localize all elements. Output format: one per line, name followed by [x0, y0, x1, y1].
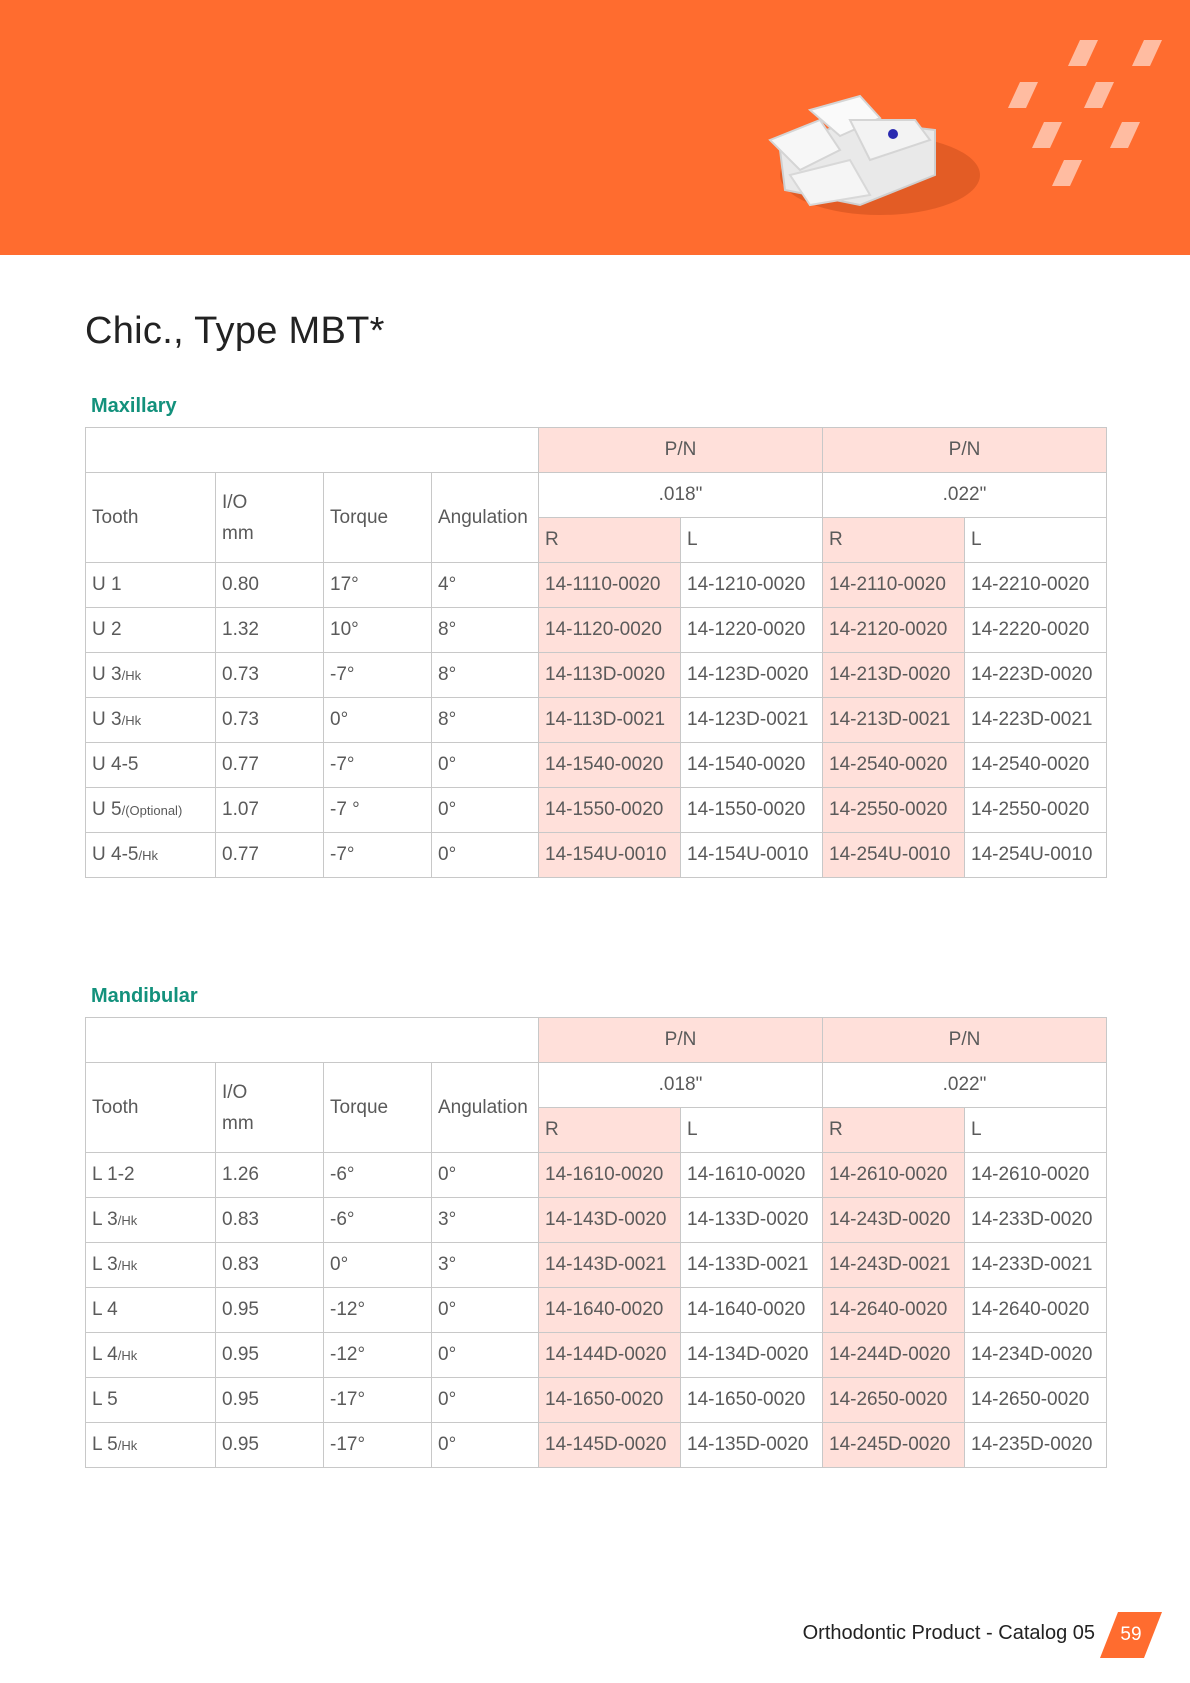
cell-tooth	[86, 1153, 216, 1198]
cell-tooth	[86, 833, 216, 878]
maxillary-table	[85, 427, 1107, 878]
header-pn-018: P/N	[539, 428, 823, 473]
header-r-022: R	[823, 518, 965, 563]
cell-torque: 10°	[324, 608, 432, 653]
header-blank-cell	[86, 428, 539, 473]
mandibular-table	[85, 1017, 1107, 1468]
cell-io: 1.32	[216, 608, 324, 653]
cell-tooth	[86, 1288, 216, 1333]
table-row	[86, 788, 1107, 833]
tooth-label: L 5	[92, 1434, 118, 1455]
cell-tooth	[86, 1333, 216, 1378]
table-row	[86, 833, 1107, 878]
tooth-label: U 1	[92, 574, 122, 595]
header-l-022: L	[965, 1108, 1107, 1153]
cell-l018: 14-123D-0020	[681, 653, 823, 698]
footer-catalog-label: Orthodontic Product - Catalog 05	[802, 1622, 1095, 1644]
cell-l022: 14-254U-0010	[965, 833, 1107, 878]
cell-angulation: 0°	[432, 1378, 539, 1423]
cell-torque: -12°	[324, 1288, 432, 1333]
cell-io: 0.83	[216, 1198, 324, 1243]
header-pn-022: P/N	[823, 1018, 1107, 1063]
cell-l018: 14-1550-0020	[681, 788, 823, 833]
cell-tooth	[86, 1423, 216, 1468]
cell-io: 0.77	[216, 743, 324, 788]
tooth-label: L 3	[92, 1209, 118, 1230]
header-l-018: L	[681, 518, 823, 563]
cell-l018: 14-135D-0020	[681, 1423, 823, 1468]
cell-r018: 14-113D-0021	[539, 698, 681, 743]
cell-torque: -7°	[324, 833, 432, 878]
table-row	[86, 608, 1107, 653]
cell-l022: 14-2220-0020	[965, 608, 1107, 653]
cell-tooth	[86, 608, 216, 653]
cell-r022: 14-2550-0020	[823, 788, 965, 833]
header-pn-018: P/N	[539, 1018, 823, 1063]
table-row	[86, 653, 1107, 698]
tooth-suffix: /Hk	[117, 1438, 138, 1453]
cell-r018: 14-1650-0020	[539, 1378, 681, 1423]
cell-tooth	[86, 653, 216, 698]
cell-r022: 14-2640-0020	[823, 1288, 965, 1333]
tooth-suffix: /Hk	[121, 713, 142, 728]
table-row	[86, 698, 1107, 743]
table-row	[86, 1153, 1107, 1198]
header-size-018: .018"	[539, 1063, 823, 1108]
table-row	[86, 1378, 1107, 1423]
section-title-mandibular: Mandibular	[91, 985, 198, 1007]
cell-io: 0.95	[216, 1378, 324, 1423]
cell-tooth	[86, 698, 216, 743]
header-io-line1: I/O	[222, 1081, 248, 1103]
header-size-022: .022"	[823, 473, 1107, 518]
table-row	[86, 563, 1107, 608]
cell-tooth	[86, 1378, 216, 1423]
cell-torque: -7 °	[324, 788, 432, 833]
header-torque: Torque	[324, 473, 432, 563]
cell-r022: 14-254U-0010	[823, 833, 965, 878]
cell-l022: 14-233D-0021	[965, 1243, 1107, 1288]
cell-r018: 14-143D-0020	[539, 1198, 681, 1243]
cell-angulation: 8°	[432, 653, 539, 698]
header-torque: Torque	[324, 1063, 432, 1153]
cell-l022: 14-223D-0020	[965, 653, 1107, 698]
cell-r022: 14-213D-0021	[823, 698, 965, 743]
table-row	[86, 1198, 1107, 1243]
tooth-label: L 5	[92, 1389, 118, 1410]
cell-r022: 14-2110-0020	[823, 563, 965, 608]
cell-io: 0.95	[216, 1288, 324, 1333]
cell-r018: 14-1540-0020	[539, 743, 681, 788]
cell-angulation: 8°	[432, 698, 539, 743]
page-number: 59	[1120, 1624, 1142, 1645]
cell-l022: 14-235D-0020	[965, 1423, 1107, 1468]
cell-torque: -12°	[324, 1333, 432, 1378]
cell-r018: 14-1640-0020	[539, 1288, 681, 1333]
cell-r018: 14-113D-0020	[539, 653, 681, 698]
cell-torque: 17°	[324, 563, 432, 608]
cell-torque: -7°	[324, 743, 432, 788]
cell-r022: 14-245D-0020	[823, 1423, 965, 1468]
header-r-018: R	[539, 1108, 681, 1153]
cell-io: 0.73	[216, 653, 324, 698]
header-io	[216, 1063, 324, 1153]
cell-angulation: 0°	[432, 1288, 539, 1333]
cell-tooth	[86, 788, 216, 833]
cell-l022: 14-2550-0020	[965, 788, 1107, 833]
cell-l022: 14-2650-0020	[965, 1378, 1107, 1423]
cell-angulation: 8°	[432, 608, 539, 653]
tooth-label: L 4	[92, 1299, 118, 1320]
stripe-pattern-icon	[1008, 40, 1162, 186]
cell-l022: 14-2210-0020	[965, 563, 1107, 608]
cell-l022: 14-233D-0020	[965, 1198, 1107, 1243]
header-size-018: .018"	[539, 473, 823, 518]
cell-r022: 14-244D-0020	[823, 1333, 965, 1378]
header-io-line2: mm	[222, 1112, 254, 1134]
header-angulation: Angulation	[432, 1063, 539, 1153]
header-l-022: L	[965, 518, 1107, 563]
cell-tooth	[86, 743, 216, 788]
header-size-022: .022"	[823, 1063, 1107, 1108]
cell-l018: 14-1610-0020	[681, 1153, 823, 1198]
cell-r022: 14-2610-0020	[823, 1153, 965, 1198]
tooth-label: L 1-2	[92, 1164, 135, 1185]
cell-r022: 14-2540-0020	[823, 743, 965, 788]
cell-r018: 14-154U-0010	[539, 833, 681, 878]
header-pn-022: P/N	[823, 428, 1107, 473]
tooth-suffix: /Hk	[117, 1213, 138, 1228]
cell-r018: 14-1610-0020	[539, 1153, 681, 1198]
cell-r018: 14-145D-0020	[539, 1423, 681, 1468]
cell-angulation: 3°	[432, 1243, 539, 1288]
header-tooth: Tooth	[86, 473, 216, 563]
cell-io: 1.26	[216, 1153, 324, 1198]
cell-l022: 14-2540-0020	[965, 743, 1107, 788]
cell-tooth	[86, 1243, 216, 1288]
cell-angulation: 3°	[432, 1198, 539, 1243]
table-row	[86, 1243, 1107, 1288]
page-title: Chic., Type MBT*	[85, 310, 385, 352]
cell-angulation: 0°	[432, 1423, 539, 1468]
cell-torque: 0°	[324, 1243, 432, 1288]
cell-angulation: 4°	[432, 563, 539, 608]
cell-tooth	[86, 563, 216, 608]
cell-l018: 14-134D-0020	[681, 1333, 823, 1378]
tooth-suffix: /Hk	[121, 668, 142, 683]
header-r-018: R	[539, 518, 681, 563]
cell-l022: 14-2640-0020	[965, 1288, 1107, 1333]
cell-io: 1.07	[216, 788, 324, 833]
cell-l018: 14-123D-0021	[681, 698, 823, 743]
cell-r022: 14-213D-0020	[823, 653, 965, 698]
cell-io: 0.77	[216, 833, 324, 878]
cell-l018: 14-133D-0021	[681, 1243, 823, 1288]
cell-r018: 14-1550-0020	[539, 788, 681, 833]
table-row	[86, 1288, 1107, 1333]
cell-r018: 14-143D-0021	[539, 1243, 681, 1288]
cell-l022: 14-223D-0021	[965, 698, 1107, 743]
cell-torque: -6°	[324, 1153, 432, 1198]
cell-io: 0.83	[216, 1243, 324, 1288]
cell-torque: -6°	[324, 1198, 432, 1243]
cell-r018: 14-1110-0020	[539, 563, 681, 608]
cell-l018: 14-1650-0020	[681, 1378, 823, 1423]
tooth-label: L 4	[92, 1344, 118, 1365]
cell-angulation: 0°	[432, 788, 539, 833]
cell-torque: -7°	[324, 653, 432, 698]
header-io-line2: mm	[222, 522, 254, 544]
cell-l022: 14-2610-0020	[965, 1153, 1107, 1198]
table-row	[86, 743, 1107, 788]
cell-l018: 14-1210-0020	[681, 563, 823, 608]
cell-io: 0.95	[216, 1333, 324, 1378]
header-banner	[0, 0, 1190, 255]
cell-angulation: 0°	[432, 1153, 539, 1198]
tooth-suffix: /Hk	[117, 1258, 138, 1273]
cell-l018: 14-1540-0020	[681, 743, 823, 788]
cell-l018: 14-1640-0020	[681, 1288, 823, 1333]
tooth-label: U 4-5	[92, 844, 139, 865]
tooth-label: U 4-5	[92, 754, 139, 775]
header-io	[216, 473, 324, 563]
section-title-maxillary: Maxillary	[91, 395, 177, 417]
table-row	[86, 1423, 1107, 1468]
cell-tooth	[86, 1198, 216, 1243]
tooth-label: U 3	[92, 709, 122, 730]
header-io-line1: I/O	[222, 491, 248, 513]
tooth-suffix: /(Optional)	[121, 803, 183, 818]
cell-l022: 14-234D-0020	[965, 1333, 1107, 1378]
header-l-018: L	[681, 1108, 823, 1153]
cell-torque: -17°	[324, 1378, 432, 1423]
cell-torque: -17°	[324, 1423, 432, 1468]
cell-torque: 0°	[324, 698, 432, 743]
cell-angulation: 0°	[432, 1333, 539, 1378]
tooth-suffix: /Hk	[138, 848, 158, 863]
cell-r022: 14-2120-0020	[823, 608, 965, 653]
header-blank-cell	[86, 1018, 539, 1063]
header-r-022: R	[823, 1108, 965, 1153]
cell-r022: 14-243D-0020	[823, 1198, 965, 1243]
cell-r022: 14-243D-0021	[823, 1243, 965, 1288]
cell-angulation: 0°	[432, 743, 539, 788]
cell-io: 0.80	[216, 563, 324, 608]
cell-angulation: 0°	[432, 833, 539, 878]
cell-l018: 14-133D-0020	[681, 1198, 823, 1243]
banner-graphics	[0, 0, 1190, 255]
header-tooth: Tooth	[86, 1063, 216, 1153]
tooth-label: U 5	[92, 799, 122, 820]
cell-r018: 14-144D-0020	[539, 1333, 681, 1378]
cell-io: 0.73	[216, 698, 324, 743]
header-angulation: Angulation	[432, 473, 539, 563]
bracket-image-icon	[770, 96, 980, 215]
tooth-label: L 3	[92, 1254, 118, 1275]
cell-l018: 14-154U-0010	[681, 833, 823, 878]
tooth-label: U 2	[92, 619, 122, 640]
tooth-label: U 3	[92, 664, 122, 685]
tooth-suffix: /Hk	[117, 1348, 138, 1363]
cell-r018: 14-1120-0020	[539, 608, 681, 653]
page-number-badge	[1100, 1612, 1162, 1663]
cell-r022: 14-2650-0020	[823, 1378, 965, 1423]
table-row	[86, 1333, 1107, 1378]
cell-io: 0.95	[216, 1423, 324, 1468]
cell-l018: 14-1220-0020	[681, 608, 823, 653]
